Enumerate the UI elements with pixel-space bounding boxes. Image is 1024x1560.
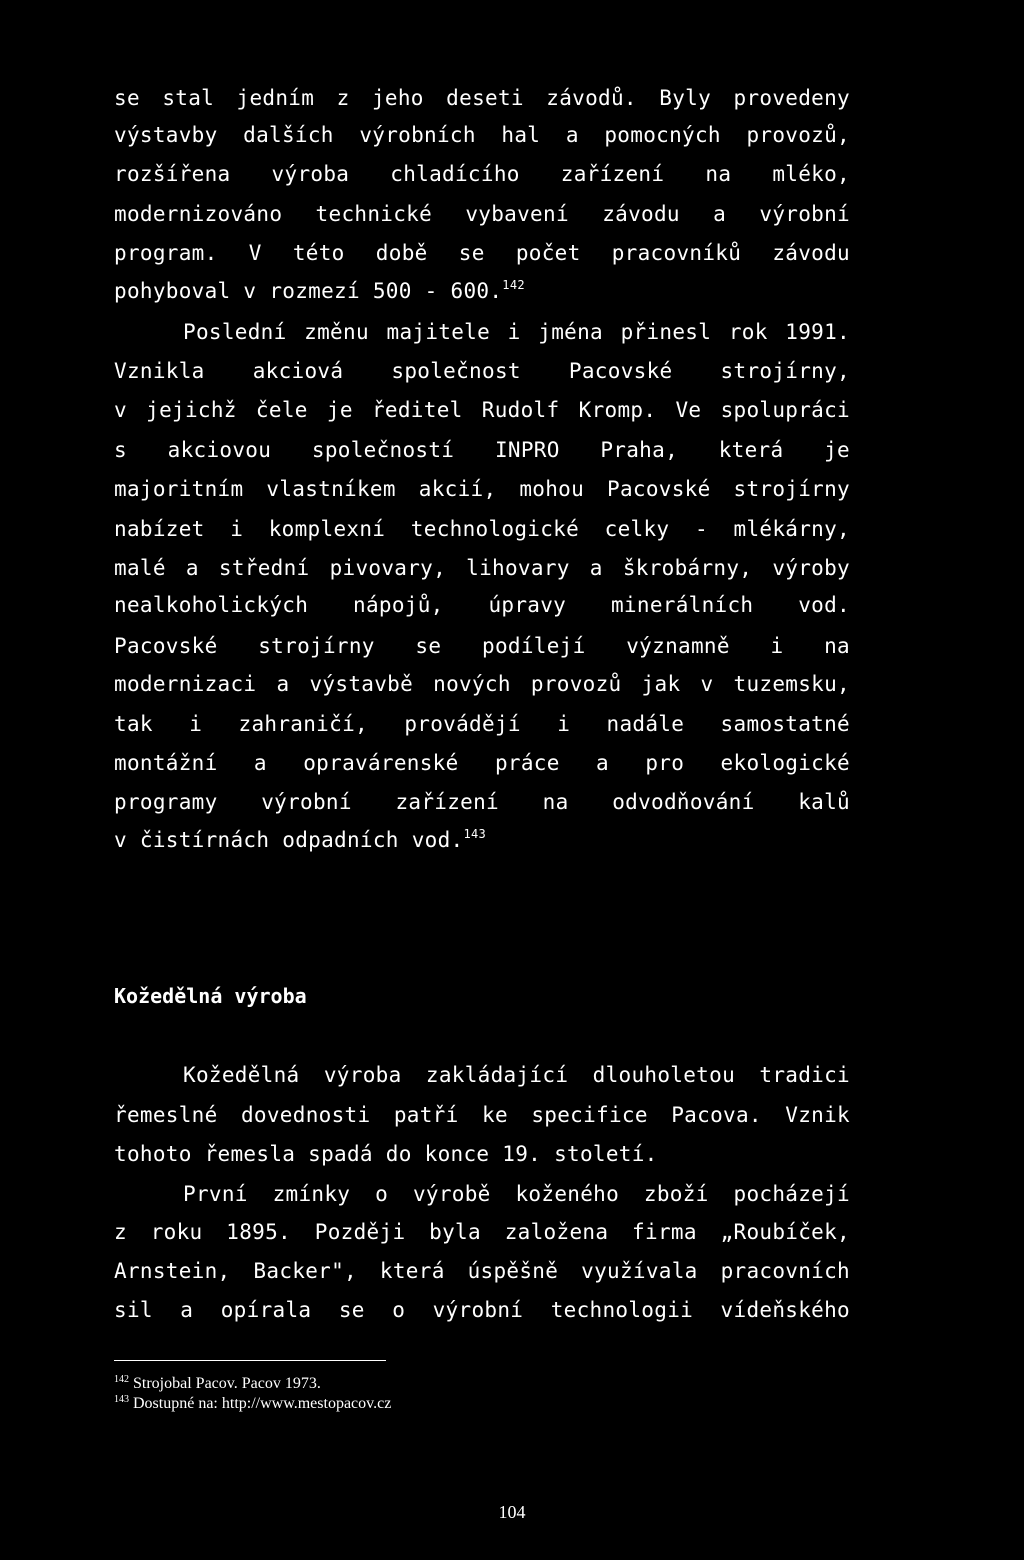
paragraph-text: v čistírnách odpadních vod. bbox=[114, 828, 464, 852]
paragraph-line: Poslední změnu majitele i jména přinesl rok 1991. bbox=[183, 320, 850, 344]
paragraph-line: sil a opírala se o výrobní technologii vídeňského bbox=[114, 1298, 850, 1322]
footnote-number: 142 bbox=[114, 1374, 129, 1385]
footnote-ref: 143 bbox=[463, 827, 487, 841]
paragraph-line: řemeslné dovednosti patří ke specifice Pacova. Vznik bbox=[114, 1103, 850, 1127]
paragraph-line bbox=[114, 826, 850, 854]
paragraph-line: modernizaci a výstavbě nových provozů jak v tuzemsku, bbox=[114, 672, 850, 696]
paragraph-line: rozšířena výroba chladícího zařízení na mléko, bbox=[114, 162, 850, 186]
paragraph-line: nabízet i komplexní technologické celky - mlékárny, bbox=[114, 517, 850, 541]
paragraph-line: tak i zahraničí, provádějí i nadále samostatné bbox=[114, 712, 850, 736]
footnote bbox=[114, 1374, 321, 1394]
paragraph-line: Pacovské strojírny se podílejí významně i na bbox=[114, 634, 850, 658]
paragraph-line: výstavby dalších výrobních hal a pomocných provozů, bbox=[114, 123, 850, 147]
paragraph-line: z roku 1895. Později byla založena firma „Roubíček, bbox=[114, 1220, 850, 1244]
paragraph-line: program. V této době se počet pracovníků závodu bbox=[114, 241, 850, 265]
page-number: 104 bbox=[498, 1502, 526, 1522]
paragraph-line: malé a střední pivovary, lihovary a škrobárny, výroby bbox=[114, 556, 850, 580]
section-heading: Kožedělná výroba bbox=[114, 984, 307, 1008]
paragraph-line: programy výrobní zařízení na odvodňování kalů bbox=[114, 790, 850, 814]
footnote bbox=[114, 1394, 391, 1414]
footnote-ref: 142 bbox=[502, 278, 525, 292]
footnote-divider bbox=[114, 1360, 386, 1361]
paragraph-line: První zmínky o výrobě koženého zboží pocházejí bbox=[183, 1182, 850, 1206]
footnote-number: 143 bbox=[114, 1394, 129, 1405]
paragraph-line: Vznikla akciová společnost Pacovské strojírny, bbox=[114, 359, 850, 383]
footnote-text: Dostupné na: http://www.mestopacov.cz bbox=[133, 1395, 392, 1412]
paragraph-line: nealkoholických nápojů, úpravy minerálních vod. bbox=[114, 593, 850, 617]
paragraph-line: montážní a opravárenské práce a pro ekologické bbox=[114, 751, 850, 775]
paragraph-line: majoritním vlastníkem akcií, mohou Pacovské strojírny bbox=[114, 477, 850, 501]
paragraph-line: se stal jedním z jeho deseti závodů. Byly provedeny bbox=[114, 86, 850, 110]
paragraph-line: tohoto řemesla spadá do konce 19. století. bbox=[114, 1142, 658, 1166]
paragraph-line: v jejichž čele je ředitel Rudolf Kromp. Ve spolupráci bbox=[114, 398, 850, 422]
paragraph-line: s akciovou společností INPRO Praha, která je bbox=[114, 438, 850, 462]
paragraph-line: Kožedělná výroba zakládající dlouholetou tradici bbox=[183, 1063, 850, 1087]
paragraph-line bbox=[114, 277, 850, 305]
paragraph-line: modernizováno technické vybavení závodu a výrobní bbox=[114, 202, 850, 226]
paragraph-line: Arnstein, Backer", která úspěšně využívala pracovních bbox=[114, 1259, 850, 1283]
paragraph-text: pohyboval v rozmezí 500 - 600. bbox=[114, 279, 503, 303]
footnote-text: Strojobal Pacov. Pacov 1973. bbox=[133, 1375, 321, 1392]
